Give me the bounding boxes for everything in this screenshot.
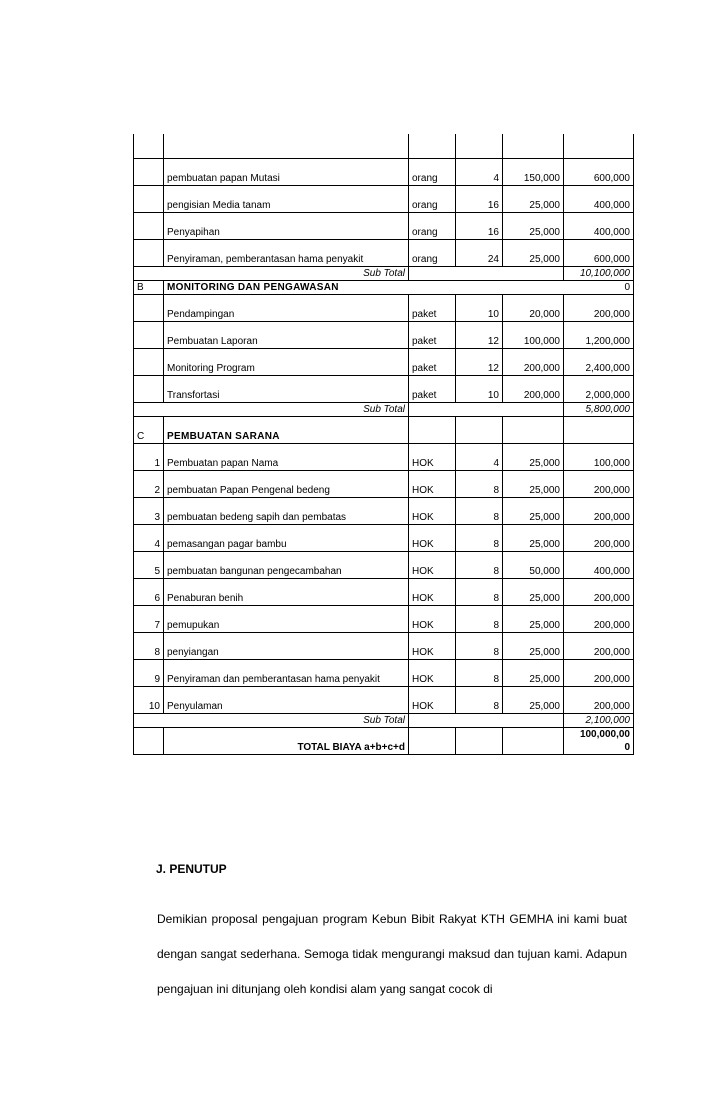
item-name-cell: pemasangan pagar bambu xyxy=(164,525,409,552)
row-total-cell: 2,400,000 xyxy=(564,349,634,376)
item-name-cell: Penyapihan xyxy=(164,213,409,240)
item-name-cell: Transfortasi xyxy=(164,376,409,403)
item-name-cell: pembuatan Papan Pengenal bedeng xyxy=(164,471,409,498)
table-cell xyxy=(456,728,503,755)
table-row xyxy=(134,606,634,633)
item-name-cell: Pendampingan xyxy=(164,295,409,322)
quantity-cell: 16 xyxy=(456,213,503,240)
table-cell xyxy=(456,417,503,444)
unit-cell: orang xyxy=(409,159,456,186)
table-cell xyxy=(503,714,564,728)
unit-cell: HOK xyxy=(409,525,456,552)
row-number-cell: 1 xyxy=(134,444,164,471)
subtotal-label: Sub Total xyxy=(164,714,409,728)
item-name-cell: Penyiraman, pemberantasan hama penyakit xyxy=(164,240,409,267)
table-row xyxy=(134,186,634,213)
grand-total-label: TOTAL BIAYA a+b+c+d xyxy=(164,728,409,755)
row-number-cell xyxy=(134,376,164,403)
section-value: 0 xyxy=(564,281,634,295)
row-number-cell xyxy=(134,349,164,376)
subtotal-label: Sub Total xyxy=(164,267,409,281)
table-row xyxy=(134,159,634,186)
item-name-cell: pembuatan bangunan pengecambahan xyxy=(164,552,409,579)
unit-cell: HOK xyxy=(409,471,456,498)
table-cell xyxy=(134,728,164,755)
row-total-cell: 200,000 xyxy=(564,579,634,606)
table-cell xyxy=(503,267,564,281)
table-row xyxy=(134,444,634,471)
item-name-cell: Pembuatan Laporan xyxy=(164,322,409,349)
row-total-cell: 200,000 xyxy=(564,606,634,633)
row-number-cell: 10 xyxy=(134,687,164,714)
unit-price-cell: 50,000 xyxy=(503,552,564,579)
item-name-cell: Penaburan benih xyxy=(164,579,409,606)
table-row xyxy=(134,349,634,376)
unit-price-cell: 25,000 xyxy=(503,186,564,213)
item-name-cell: Monitoring Program xyxy=(164,349,409,376)
table-cell xyxy=(503,728,564,755)
grand-total-value xyxy=(564,728,634,755)
unit-cell: HOK xyxy=(409,633,456,660)
row-number-cell: 6 xyxy=(134,579,164,606)
quantity-cell: 24 xyxy=(456,240,503,267)
unit-price-cell: 200,000 xyxy=(503,349,564,376)
table-cell xyxy=(409,728,456,755)
table-cell xyxy=(134,714,164,728)
item-name-cell: pemupukan xyxy=(164,606,409,633)
row-number-cell: 8 xyxy=(134,633,164,660)
unit-price-cell: 25,000 xyxy=(503,498,564,525)
unit-price-cell: 150,000 xyxy=(503,159,564,186)
unit-price-cell: 25,000 xyxy=(503,579,564,606)
table-cell xyxy=(134,267,164,281)
item-name-cell: Pembuatan papan Nama xyxy=(164,444,409,471)
row-total-cell: 400,000 xyxy=(564,213,634,240)
item-name-cell: pembuatan papan Mutasi xyxy=(164,159,409,186)
unit-price-cell: 100,000 xyxy=(503,322,564,349)
table-row xyxy=(134,498,634,525)
table-row xyxy=(134,267,634,281)
item-name-cell: pengisian Media tanam xyxy=(164,186,409,213)
unit-cell: HOK xyxy=(409,498,456,525)
quantity-cell: 12 xyxy=(456,349,503,376)
subtotal-value: 2,100,000 xyxy=(564,714,634,728)
row-number-cell xyxy=(134,295,164,322)
table-cell xyxy=(409,417,456,444)
table-row xyxy=(134,240,634,267)
quantity-cell: 8 xyxy=(456,687,503,714)
row-total-cell: 2,000,000 xyxy=(564,376,634,403)
row-total-cell: 400,000 xyxy=(564,552,634,579)
table-row xyxy=(134,295,634,322)
table-cell xyxy=(134,403,164,417)
subtotal-value: 5,800,000 xyxy=(564,403,634,417)
table-row xyxy=(134,714,634,728)
row-total-cell: 200,000 xyxy=(564,525,634,552)
table-cell xyxy=(564,417,634,444)
quantity-cell: 8 xyxy=(456,525,503,552)
unit-price-cell: 25,000 xyxy=(503,687,564,714)
quantity-cell: 8 xyxy=(456,660,503,687)
row-total-cell: 200,000 xyxy=(564,498,634,525)
unit-cell: HOK xyxy=(409,444,456,471)
unit-cell: orang xyxy=(409,240,456,267)
item-name-cell: pembuatan bedeng sapih dan pembatas xyxy=(164,498,409,525)
section-title: MONITORING DAN PENGAWASAN xyxy=(164,281,409,295)
table-row xyxy=(134,660,634,687)
unit-cell: paket xyxy=(409,376,456,403)
quantity-cell: 10 xyxy=(456,376,503,403)
subtotal-label: Sub Total xyxy=(164,403,409,417)
table-row xyxy=(134,376,634,403)
table-row xyxy=(134,471,634,498)
unit-price-cell: 25,000 xyxy=(503,213,564,240)
table-row xyxy=(134,403,634,417)
unit-cell: HOK xyxy=(409,687,456,714)
unit-price-cell: 200,000 xyxy=(503,376,564,403)
table-row xyxy=(134,417,634,444)
table-cell xyxy=(456,267,503,281)
row-number-cell: 9 xyxy=(134,660,164,687)
row-number-cell: 5 xyxy=(134,552,164,579)
row-number-cell xyxy=(134,186,164,213)
unit-cell: paket xyxy=(409,349,456,376)
unit-cell: orang xyxy=(409,213,456,240)
unit-cell: HOK xyxy=(409,552,456,579)
table-cell xyxy=(409,281,456,295)
row-number-cell: 3 xyxy=(134,498,164,525)
closing-paragraph: Demikian proposal pengajuan program Kebun Bibit Rakyat KTH GEMHA ini kami buat dengan sangat sederhana. Semoga tidak mengurangi maksud dan tujuan kami. Adapun pengajuan ini ditunjang oleh kondisi alam yang sangat cocok di xyxy=(157,912,627,996)
unit-price-cell: 25,000 xyxy=(503,471,564,498)
row-total-cell: 100,000 xyxy=(564,444,634,471)
table-cell xyxy=(503,403,564,417)
unit-cell: orang xyxy=(409,186,456,213)
unit-cell: HOK xyxy=(409,606,456,633)
section-heading: J. PENUTUP xyxy=(156,862,227,876)
budget-table xyxy=(133,134,634,755)
table-cell xyxy=(409,714,456,728)
item-name-cell: penyiangan xyxy=(164,633,409,660)
section-title: PEMBUATAN SARANA xyxy=(164,417,409,444)
quantity-cell: 12 xyxy=(456,322,503,349)
quantity-cell: 4 xyxy=(456,159,503,186)
row-total-cell: 200,000 xyxy=(564,295,634,322)
row-total-cell: 400,000 xyxy=(564,186,634,213)
quantity-cell: 8 xyxy=(456,606,503,633)
unit-price-cell: 20,000 xyxy=(503,295,564,322)
row-number-cell xyxy=(134,213,164,240)
item-name-cell: Penyulaman xyxy=(164,687,409,714)
quantity-cell: 8 xyxy=(456,579,503,606)
unit-cell: HOK xyxy=(409,579,456,606)
quantity-cell: 8 xyxy=(456,471,503,498)
unit-cell: HOK xyxy=(409,660,456,687)
unit-price-cell: 25,000 xyxy=(503,525,564,552)
table-row xyxy=(134,633,634,660)
table-row xyxy=(134,213,634,240)
unit-cell: paket xyxy=(409,295,456,322)
unit-price-cell: 25,000 xyxy=(503,660,564,687)
budget-table-body xyxy=(134,134,634,755)
quantity-cell: 10 xyxy=(456,295,503,322)
row-number-cell: 4 xyxy=(134,525,164,552)
row-total-cell: 200,000 xyxy=(564,633,634,660)
row-number-cell: 7 xyxy=(134,606,164,633)
table-cell xyxy=(503,417,564,444)
row-total-cell: 200,000 xyxy=(564,660,634,687)
subtotal-value: 10,100,000 xyxy=(564,267,634,281)
table-row xyxy=(134,579,634,606)
row-total-cell: 200,000 xyxy=(564,471,634,498)
row-number-cell xyxy=(134,322,164,349)
quantity-cell: 8 xyxy=(456,633,503,660)
grand-total-line1: 100,000,00 xyxy=(579,729,630,740)
table-cell xyxy=(409,403,456,417)
unit-price-cell: 25,000 xyxy=(503,633,564,660)
item-name-cell: Penyiraman dan pemberantasan hama penyakit xyxy=(164,660,409,687)
table-row xyxy=(134,728,634,755)
table-cell xyxy=(456,714,503,728)
unit-cell: paket xyxy=(409,322,456,349)
section-code: C xyxy=(134,417,164,444)
table-row xyxy=(134,687,634,714)
table-row xyxy=(134,552,634,579)
row-total-cell: 200,000 xyxy=(564,687,634,714)
grand-total-line2: 0 xyxy=(624,742,630,753)
row-number-cell: 2 xyxy=(134,471,164,498)
table-cell xyxy=(409,267,456,281)
table-row xyxy=(134,281,634,295)
unit-price-cell: 25,000 xyxy=(503,444,564,471)
table-row xyxy=(134,322,634,349)
table-cell xyxy=(503,281,564,295)
unit-price-cell: 25,000 xyxy=(503,240,564,267)
table-cell xyxy=(456,281,503,295)
row-number-cell xyxy=(134,240,164,267)
quantity-cell: 16 xyxy=(456,186,503,213)
row-total-cell: 1,200,000 xyxy=(564,322,634,349)
section-code: B xyxy=(134,281,164,295)
quantity-cell: 8 xyxy=(456,552,503,579)
row-number-cell xyxy=(134,159,164,186)
row-total-cell: 600,000 xyxy=(564,240,634,267)
table-row xyxy=(134,134,634,159)
quantity-cell: 4 xyxy=(456,444,503,471)
unit-price-cell: 25,000 xyxy=(503,606,564,633)
quantity-cell: 8 xyxy=(456,498,503,525)
table-row xyxy=(134,525,634,552)
row-total-cell: 600,000 xyxy=(564,159,634,186)
table-cell xyxy=(456,403,503,417)
